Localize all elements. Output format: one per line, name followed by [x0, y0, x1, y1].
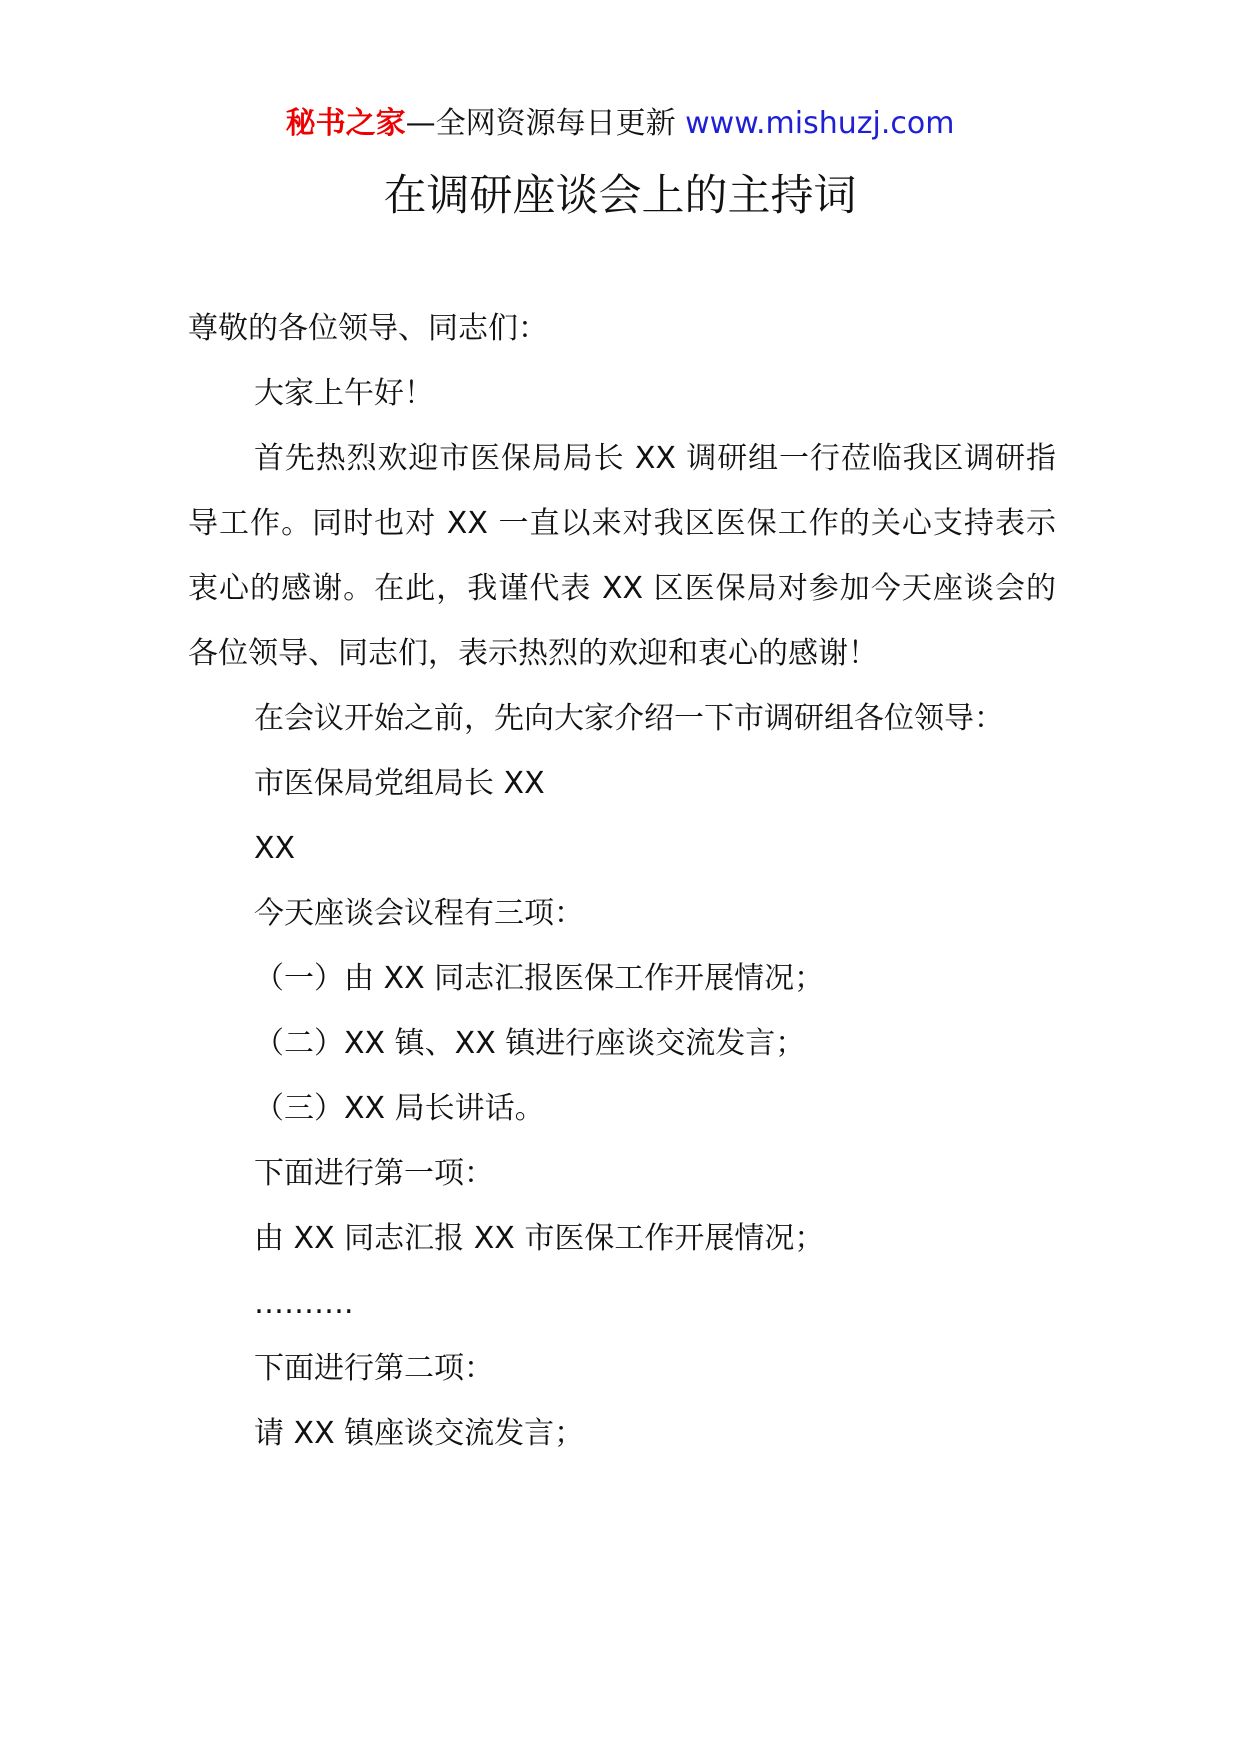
agenda-item: （二）XX 镇、XX 镇进行座谈交流发言；	[254, 1026, 806, 1061]
agenda-heading: 今天座谈会议程有三项：	[254, 896, 584, 931]
agenda-item: （一）由 XX 同志汇报医保工作开展情况；	[254, 961, 825, 996]
leader-line: XX	[254, 831, 296, 866]
brand-name: 秘书之家	[285, 106, 406, 141]
agenda-item: （三）XX 局长讲话。	[254, 1091, 545, 1126]
welcome-paragraph: 首先热烈欢迎市医保局局长 XX 调研组一行莅临我区调研指导工作。同时也对 XX 一直以来对我区医保工作的关心支持表示衷心的感谢。在此，我谨代表 XX 区医保局对参加今天座谈会的各位领导、同志们，表示热烈的欢迎和衷心的感谢！	[188, 441, 1056, 671]
section-heading: 下面进行第二项：	[254, 1351, 494, 1386]
document-title: 在调研座谈会上的主持词	[383, 171, 857, 221]
ellipsis-line: ……….	[254, 1286, 354, 1321]
section-text: 请 XX 镇座谈交流发言；	[254, 1416, 585, 1451]
intro-paragraph: 在会议开始之前，先向大家介绍一下市调研组各位领导：	[254, 701, 1004, 736]
section-heading: 下面进行第一项：	[254, 1156, 494, 1191]
site-url-link[interactable]: www.mishuzj.com	[685, 106, 955, 141]
document-body	[188, 296, 1056, 1466]
site-header	[0, 102, 1240, 146]
section-text: 由 XX 同志汇报 XX 市医保工作开展情况；	[254, 1221, 825, 1256]
header-slogan: —全网资源每日更新	[405, 106, 686, 141]
salutation: 尊敬的各位领导、同志们：	[188, 311, 548, 346]
greeting: 大家上午好！	[254, 376, 434, 411]
leader-line: 市医保局党组局长 XX	[254, 766, 545, 801]
